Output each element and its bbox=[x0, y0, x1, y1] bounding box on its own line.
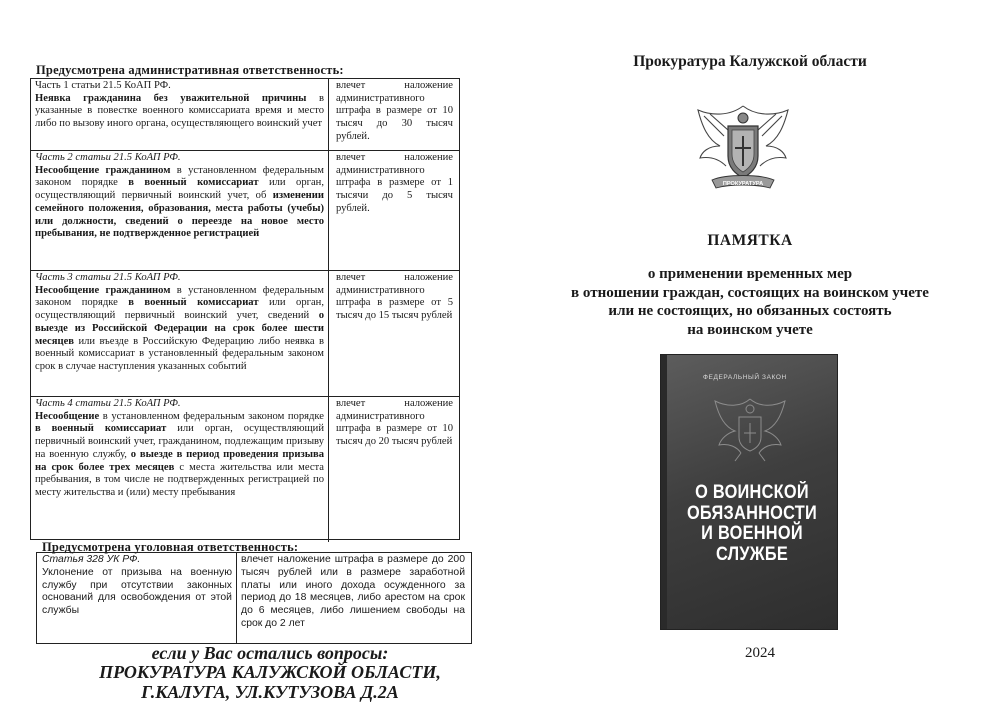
emblem-ribbon-text: ПРОКУРАТУРА bbox=[722, 181, 764, 187]
book-publisher: ФЕДЕРАЛЬНЫЙ ЗАКОН bbox=[703, 374, 787, 381]
article-ref: Часть 4 статьи 21.5 КоАП РФ. bbox=[35, 398, 181, 409]
offense-cell bbox=[37, 553, 237, 643]
memo-subtitle-line: на воинском учете bbox=[687, 322, 813, 338]
article-ref: Часть 2 статьи 21.5 КоАП РФ. bbox=[35, 152, 181, 163]
offense-text: Несообщение в установленном федеральным законом порядке в военный комиссариат или орган, осуществляющий первичный воинский учет, гражданином, подлежащим призыву на военную службу, о выезде в период проведения призыва на срок более трех месяцев с места жительства или места пребывания, в том числе не подтвержденных регистрацией по месту жительства и (или) месту пребывания bbox=[35, 410, 324, 498]
admin-liability-heading: Предусмотрена административная ответственность: bbox=[36, 63, 344, 77]
offense-text: Уклонение от призыва на военную службу при отсутствии законных оснований для освобождения от этой службы bbox=[42, 566, 232, 617]
contact-address: Г.КАЛУГА, УЛ.КУТУЗОВА Д.2А bbox=[141, 682, 399, 702]
book-title-line: И ВОЕННОЙ bbox=[701, 523, 803, 545]
table-row bbox=[31, 150, 459, 271]
table-row bbox=[31, 270, 459, 397]
table-row bbox=[31, 396, 459, 542]
memo-subtitle-line: в отношении граждан, состоящих на воинском учете bbox=[571, 285, 929, 301]
offense-cell bbox=[31, 79, 329, 150]
offense-text: Неявка гражданина без уважительной причины в указанные в повестке военного комиссариата время и место либо по вызову иного органа, осуществляющего воинский учет bbox=[35, 92, 324, 130]
memo-subtitle-line: о применении временных мер bbox=[647, 266, 853, 282]
offense-cell bbox=[31, 271, 329, 397]
coat-of-arms-icon bbox=[705, 391, 795, 475]
offense-cell bbox=[31, 151, 329, 271]
book-title-line: ОБЯЗАННОСТИ bbox=[686, 502, 818, 524]
contact-question: если у Вас остались вопросы: bbox=[151, 643, 389, 663]
article-ref: Статья 328 УК РФ. bbox=[42, 554, 141, 565]
table-row bbox=[37, 553, 471, 643]
year: 2024 bbox=[745, 645, 775, 661]
table-row bbox=[31, 79, 459, 150]
offense-text: Несообщение гражданином в установленном федеральным законом порядке в военный комиссариат или орган, осуществляющий первичный воинский учет, сведений о выезде из Российской Федерации на срок более шести месяцев или въезде в Российскую Федерацию либо неявка в военный комиссариат в установленный федеральным законом срок в случае наступления указанных событий bbox=[35, 284, 324, 372]
offense-text: Несообщение гражданином в установленном федеральным законом порядке в военный комиссариат или орган, осуществляющий первичный воинский учет, об изменении семейного положения, образования, места работы (учебы) или должности, сведений о переезде на новое место пребывания, не подтвержденное регистрацией bbox=[35, 164, 324, 240]
prosecutor-emblem-icon bbox=[690, 96, 796, 200]
book-title-line: СЛУЖБЕ bbox=[716, 543, 788, 565]
penalty-cell: влечет наложение административного штрафа в размере от 1 тысячи до 5 тысяч рублей. bbox=[336, 152, 453, 214]
admin-liability-table bbox=[30, 78, 460, 540]
book-title-line: О ВОИНСКОЙ bbox=[695, 482, 809, 503]
book-cover-image bbox=[660, 354, 838, 630]
book-title bbox=[684, 483, 820, 565]
criminal-liability-table bbox=[36, 552, 472, 644]
org-title: Прокуратура Калужской области bbox=[633, 53, 867, 70]
book-spine bbox=[661, 355, 667, 629]
penalty-cell: влечет наложение административного штрафа в размере от 5 тысяч до 15 тысяч рублей bbox=[336, 272, 453, 322]
article-ref: Часть 3 статьи 21.5 КоАП РФ. bbox=[35, 272, 181, 283]
penalty-cell: влечет наложение административного штрафа в размере от 10 тысяч до 20 тысяч рублей bbox=[336, 398, 453, 448]
article-ref: Часть 1 статьи 21.5 КоАП РФ. bbox=[35, 80, 171, 91]
penalty-cell: влечет наложение штрафа в размере до 200 тысяч рублей или в размере заработной платы или иного дохода осужденного за период до 18 месяцев, либо арестом на срок до 6 месяцев, либо лишением свободы на срок до 2 лет bbox=[241, 554, 465, 629]
memo-title: ПАМЯТКА bbox=[707, 232, 793, 249]
contact-org: ПРОКУРАТУРА КАЛУЖСКОЙ ОБЛАСТИ, bbox=[99, 662, 441, 682]
criminal-liability-heading: Предусмотрена уголовная ответственность: bbox=[42, 540, 299, 554]
memo-subtitle-line: или не состоящих, но обязанных состоять bbox=[608, 303, 892, 319]
offense-cell bbox=[31, 397, 329, 542]
penalty-cell: влечет наложение административного штрафа в размере от 10 тысяч до 30 тысяч рублей. bbox=[336, 80, 453, 142]
